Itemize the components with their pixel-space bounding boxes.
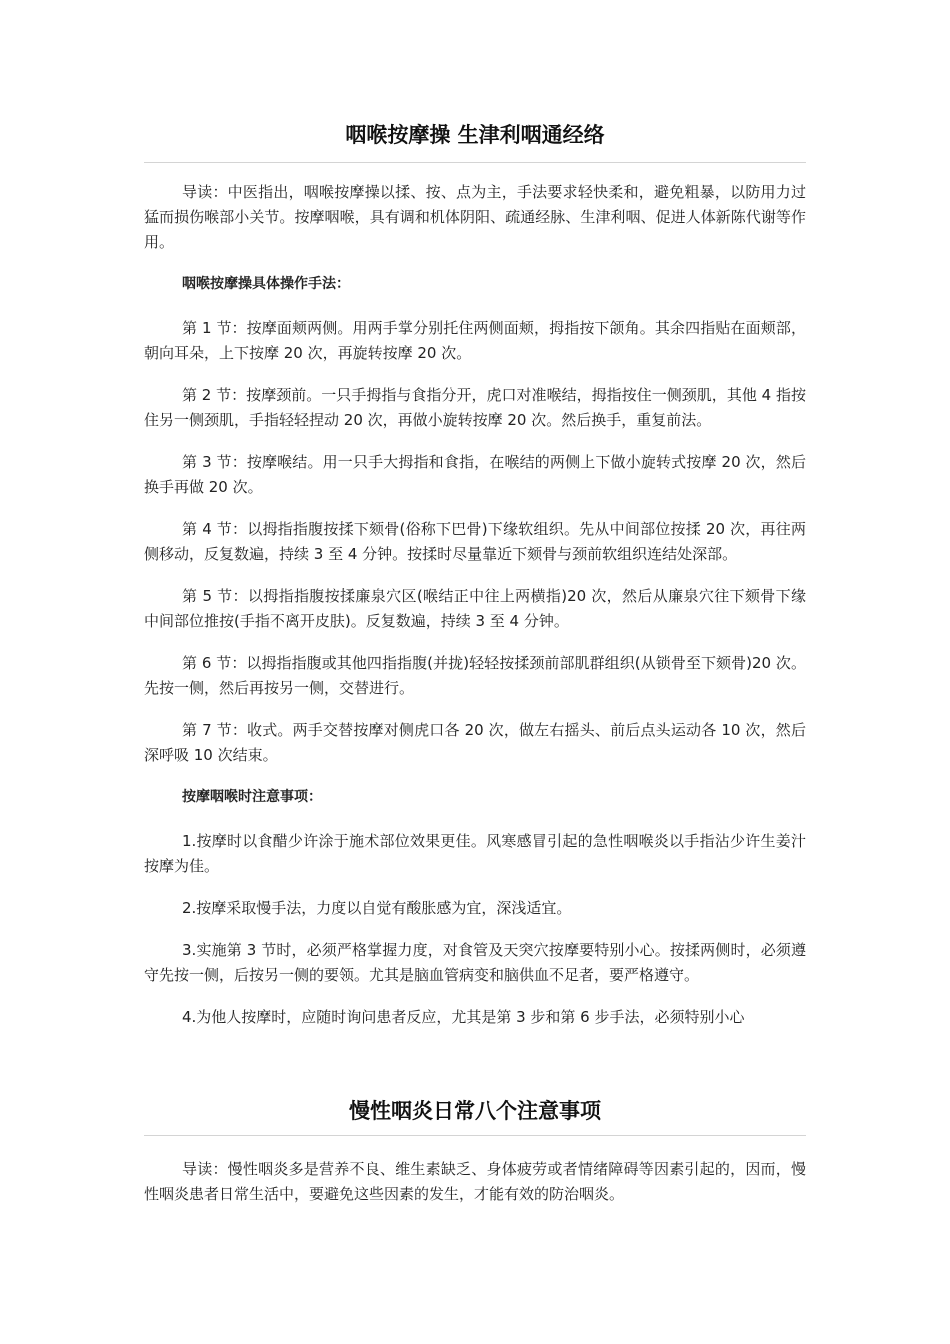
step-paragraph: 第 4 节：以拇指指腹按揉下颏骨(俗称下巴骨)下缘软组织。先从中间部位按揉 20 次，再往两侧移动，反复数遍，持续 3 至 4 分钟。按揉时尽量靠近下颏骨与颈前软组织连结处深部。 — [144, 520, 806, 563]
intro-paragraph: 导读：中医指出，咽喉按摩操以揉、按、点为主，手法要求轻快柔和，避免粗暴，以防用力过猛而损伤喉部小关节。按摩咽喉，具有调和机体阴阳、疏通经脉、生津利咽、促进人体新陈代谢等作用。 — [144, 183, 806, 251]
step-paragraph: 第 5 节：以拇指指腹按揉廉泉穴区(喉结正中往上两横指)20 次，然后从廉泉穴往下颏骨下缘中间部位推按(手指不离开皮肤)。反复数遍，持续 3 至 4 分钟。 — [144, 587, 806, 630]
section-heading: 咽喉按摩操具体操作手法： — [182, 276, 350, 292]
section-heading: 按摩咽喉时注意事项： — [182, 789, 322, 805]
article-title: 咽喉按摩操 生津利咽通经络 — [345, 123, 605, 147]
step-paragraph: 第 3 节：按摩喉结。用一只手大拇指和食指，在喉结的两侧上下做小旋转式按摩 20 次，然后换手再做 20 次。 — [144, 453, 806, 496]
intro-paragraph: 导读：慢性咽炎多是营养不良、维生素缺乏、身体疲劳或者情绪障碍等因素引起的，因而，慢性咽炎患者日常生活中，要避免这些因素的发生，才能有效的防治咽炎。 — [144, 1160, 806, 1203]
note-paragraph: 2.按摩采取慢手法，力度以自觉有酸胀感为宜，深浅适宜。 — [182, 899, 572, 917]
step-paragraph: 第 6 节：以拇指指腹或其他四指指腹(并拢)轻轻按揉颈前部肌群组织(从锁骨至下颏骨)20 次。先按一侧，然后再按另一侧，交替进行。 — [144, 654, 806, 697]
step-paragraph: 第 2 节：按摩颈前。一只手拇指与食指分开，虎口对准喉结，拇指按住一侧颈肌，其他 4 指按住另一侧颈肌，手指轻轻捏动 20 次，再做小旋转按摩 20 次。然后换手，重复前法。 — [144, 386, 806, 429]
note-paragraph: 1.按摩时以食醋少许涂于施术部位效果更佳。风寒感冒引起的急性咽喉炎以手指沾少许生姜汁按摩为佳。 — [144, 832, 806, 875]
article-title: 慢性咽炎日常八个注意事项 — [349, 1099, 601, 1123]
document-page — [144, 0, 806, 1207]
note-paragraph: 3.实施第 3 节时，必须严格掌握力度，对食管及天突穴按摩要特别小心。按揉两侧时，必须遵守先按一侧，后按另一侧的要领。尤其是脑血管病变和脑供血不足者，要严格遵守。 — [144, 941, 806, 984]
step-paragraph: 第 7 节：收式。两手交替按摩对侧虎口各 20 次，做左右摇头、前后点头运动各 10 次，然后深呼吸 10 次结束。 — [144, 721, 806, 764]
step-paragraph: 第 1 节：按摩面颊两侧。用两手掌分别托住两侧面颊，拇指按下颌角。其余四指贴在面颊部，朝向耳朵，上下按摩 20 次，再旋转按摩 20 次。 — [144, 319, 806, 362]
note-paragraph: 4.为他人按摩时，应随时询问患者反应，尤其是第 3 步和第 6 步手法，必须特别小心 — [182, 1008, 745, 1026]
